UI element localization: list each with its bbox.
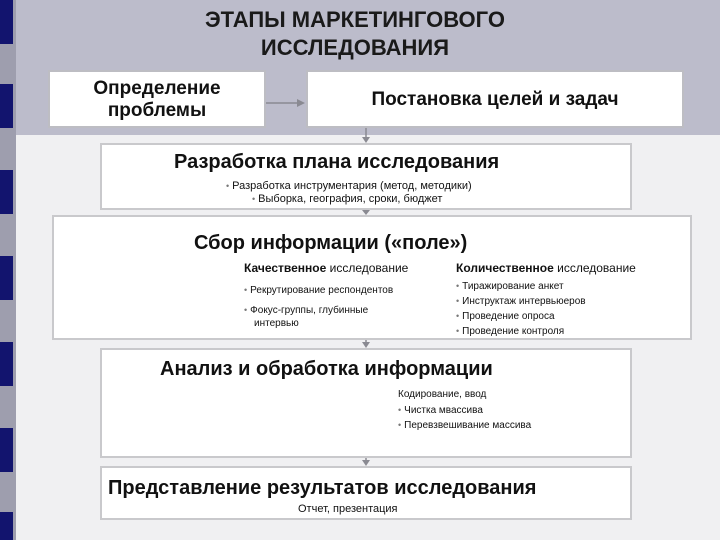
stage-problem-definition [48, 70, 266, 128]
bullet-icon: • [244, 305, 248, 315]
quantitative-header: Количественное исследование [456, 261, 636, 275]
bullet-icon: • [456, 311, 460, 321]
bullet-icon: • [456, 296, 460, 306]
arrow-box2-to-box3 [362, 128, 370, 143]
stage-title: Представление результатов исследования [108, 477, 537, 499]
list-item: Кодирование, ввод [398, 389, 487, 400]
stage-title-line-1: Определение [93, 78, 221, 99]
stage-analysis [100, 348, 632, 458]
bullet-icon: • [252, 194, 256, 204]
title-line-2: ИССЛЕДОВАНИЯ [260, 35, 450, 60]
stage-research-plan [100, 143, 632, 210]
arrow-box5-to-box6 [362, 458, 370, 466]
stage-title: Постановка целей и задач [371, 89, 619, 110]
stage-title [50, 78, 264, 122]
list-item: • Проведение опроса [456, 311, 555, 322]
list-item: • Проведение контроля [456, 326, 565, 337]
title-line-1: ЭТАПЫ МАРКЕТИНГОВОГО [205, 7, 505, 32]
bullet-icon: • [456, 281, 460, 291]
bullet-icon: • [398, 420, 402, 430]
arrow-box1-to-box2 [266, 99, 305, 107]
list-item: • Рекрутирование респондентов [244, 285, 394, 296]
list-item: • Чистка мвассива [398, 405, 483, 416]
list-item: • Перевзвешивание массива [398, 420, 532, 431]
stage-results-presentation [100, 466, 632, 520]
stage-title: Сбор информации («поле») [194, 232, 468, 254]
list-item-continuation: интервью [254, 318, 299, 329]
list-item: • Фокус-группы, глубинные [244, 305, 369, 316]
stage-subtitle: Отчет, презентация [298, 503, 398, 515]
list-item: • Разработка инструментария (метод, методики) [226, 180, 472, 192]
stage-data-collection [52, 215, 692, 340]
arrow-box4-to-box5 [362, 340, 370, 348]
list-item: • Тиражирование анкет [456, 281, 564, 292]
stage-goals-and-tasks [306, 70, 684, 128]
bullet-icon: • [398, 405, 402, 415]
stage-title: Разработка плана исследования [174, 151, 500, 173]
bullet-icon: • [244, 285, 248, 295]
qualitative-header: Качественное исследование [244, 261, 409, 275]
bullet-icon: • [226, 181, 230, 191]
list-item: • Инструктаж интервьюеров [456, 296, 586, 307]
list-item: • Выборка, география, сроки, бюджет [252, 193, 443, 205]
bullet-icon: • [456, 326, 460, 336]
stage-title: Анализ и обработка информации [160, 358, 493, 380]
stage-title-line-2: проблемы [107, 100, 207, 121]
